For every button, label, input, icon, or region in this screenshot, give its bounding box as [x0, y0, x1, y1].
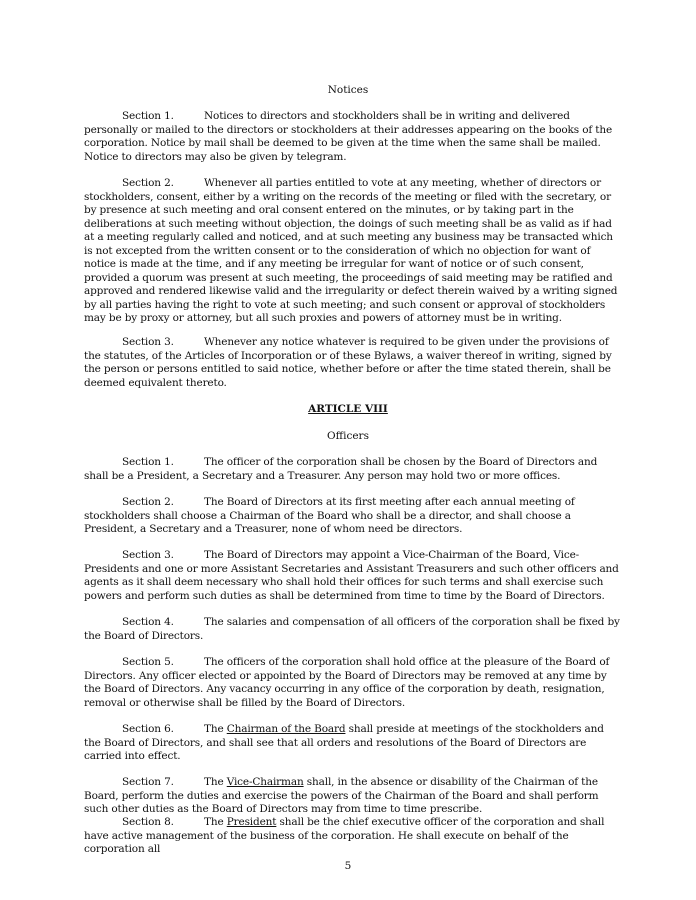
section-label: Section 7. — [122, 776, 174, 788]
section-label: Section 4. — [122, 616, 174, 628]
officers-section-1 — [84, 456, 620, 483]
officers-section-3 — [84, 549, 620, 603]
section-text: Whenever any notice whatever is required to be given under the provisions of the statutes, of the Articles of Incorporation or of these Bylaws, a waiver thereof in writing, signed by the person or persons entitled to said notice, whether before or after the time stated therein, shall be deemed equivalent thereto. — [84, 336, 612, 389]
section-label: Section 1. — [122, 456, 174, 468]
section-text-pre: The — [204, 776, 227, 788]
section-text: The officers of the corporation shall hold office at the pleasure of the Board of Directors. Any officer elected or appointed by the Board of Directors may be removed at any time by the Board of Directors. Any vacancy occurring in any office of the corporation by death, resignation, removal or otherwise shall be filled by the Board of Directors. — [84, 656, 610, 709]
officers-section-8 — [84, 816, 620, 857]
section-label: Section 2. — [122, 496, 174, 508]
section-label: Section 8. — [122, 816, 174, 828]
section-text-post: shall, in the absence or disability of the Chairman of the Board, perform the duties and exercise the powers of the Chairman of the Board and shall perform such other duties as the Board of Directors may from time to time prescribe. — [84, 776, 599, 815]
section-label: Section 6. — [122, 723, 174, 735]
officers-section-4 — [84, 616, 620, 643]
section-text-pre: The — [204, 723, 227, 735]
officers-section-2 — [84, 496, 620, 537]
section-label: Section 2. — [122, 177, 174, 189]
article-title: ARTICLE VIII — [308, 403, 388, 415]
section-text: Notices to directors and stockholders shall be in writing and delivered personally or mailed to the directors or stockholders at their addresses appearing on the books of the corporation. Notice by mail shall be deemed to be given at the time when the same shall be mailed. Notice to directors may also be given by telegram. — [84, 110, 613, 163]
article-subtitle: Officers — [327, 430, 369, 442]
section-text-post: shall be the chief executive officer of the corporation and shall have active management of the business of the corporation. He shall execute on behalf of the corporation all — [84, 816, 605, 855]
officers-section-6 — [84, 723, 620, 764]
notices-section-1 — [84, 110, 620, 164]
page-number: 5 — [344, 860, 352, 872]
underlined-term: Vice-Chairman — [226, 776, 304, 788]
notices-section-3 — [84, 336, 620, 390]
section-label: Section 5. — [122, 656, 174, 668]
section-text: The Board of Directors at its first meeting after each annual meeting of stockholders shall choose a Chairman of the Board who shall be a director, and shall choose a President, a Secretary and a Treasurer, none of whom need be directors. — [84, 496, 575, 535]
notices-heading: Notices — [327, 84, 369, 96]
section-text: The salaries and compensation of all officers of the corporation shall be fixed by the Board of Directors. — [84, 616, 620, 642]
section-text: The Board of Directors may appoint a Vice-Chairman of the Board, Vice-Presidents and one or more Assistant Secretaries and Assistant Treasurers and such other officers and agents as it shall deem necessary who shall hold their offices for such terms and shall exercise such powers and perform such duties as shall be determined from time to time by the Board of Directors. — [84, 549, 619, 602]
section-label: Section 1. — [122, 110, 174, 122]
underlined-term: Chairman of the Board — [226, 723, 346, 735]
officers-section-7 — [84, 776, 620, 817]
section-text: The officer of the corporation shall be chosen by the Board of Directors and shall be a President, a Secretary and a Treasurer. Any person may hold two or more offices. — [84, 456, 598, 482]
section-label: Section 3. — [122, 549, 174, 561]
section-text-pre: The — [204, 816, 227, 828]
section-label: Section 3. — [122, 336, 174, 348]
underlined-term: President — [226, 816, 277, 828]
officers-section-5 — [84, 656, 620, 710]
notices-section-2 — [84, 177, 620, 326]
section-text: Whenever all parties entitled to vote at any meeting, whether of directors or stockholders, consent, either by a writing on the records of the meeting or filed with the secretary, or by presence at such meeting and oral consent entered on the minutes, or by taking part in the deliberations at such meeting without objection, the doings of such meeting shall be as valid as if had at a meeting regularly called and noticed, and at such meeting any business may be transacted which is not excepted from the written consent or to the consideration of which no objection for want of notice is made at the time, and if any meeting be irregular for want of notice or of such consent, provided a quorum was present at such meeting, the proceedings of said meeting may be ratified and approved and rendered likewise valid and the irregularity or defect therein waived by a writing signed by all parties having the right to vote at such meeting; and such consent or approval of stockholders may be by proxy or attorney, but all such proxies and powers of attorney must be in writing. — [84, 177, 618, 324]
section-text-post: shall preside at meetings of the stockholders and the Board of Directors, and shall see that all orders and resolutions of the Board of Directors are carried into effect. — [84, 723, 604, 762]
